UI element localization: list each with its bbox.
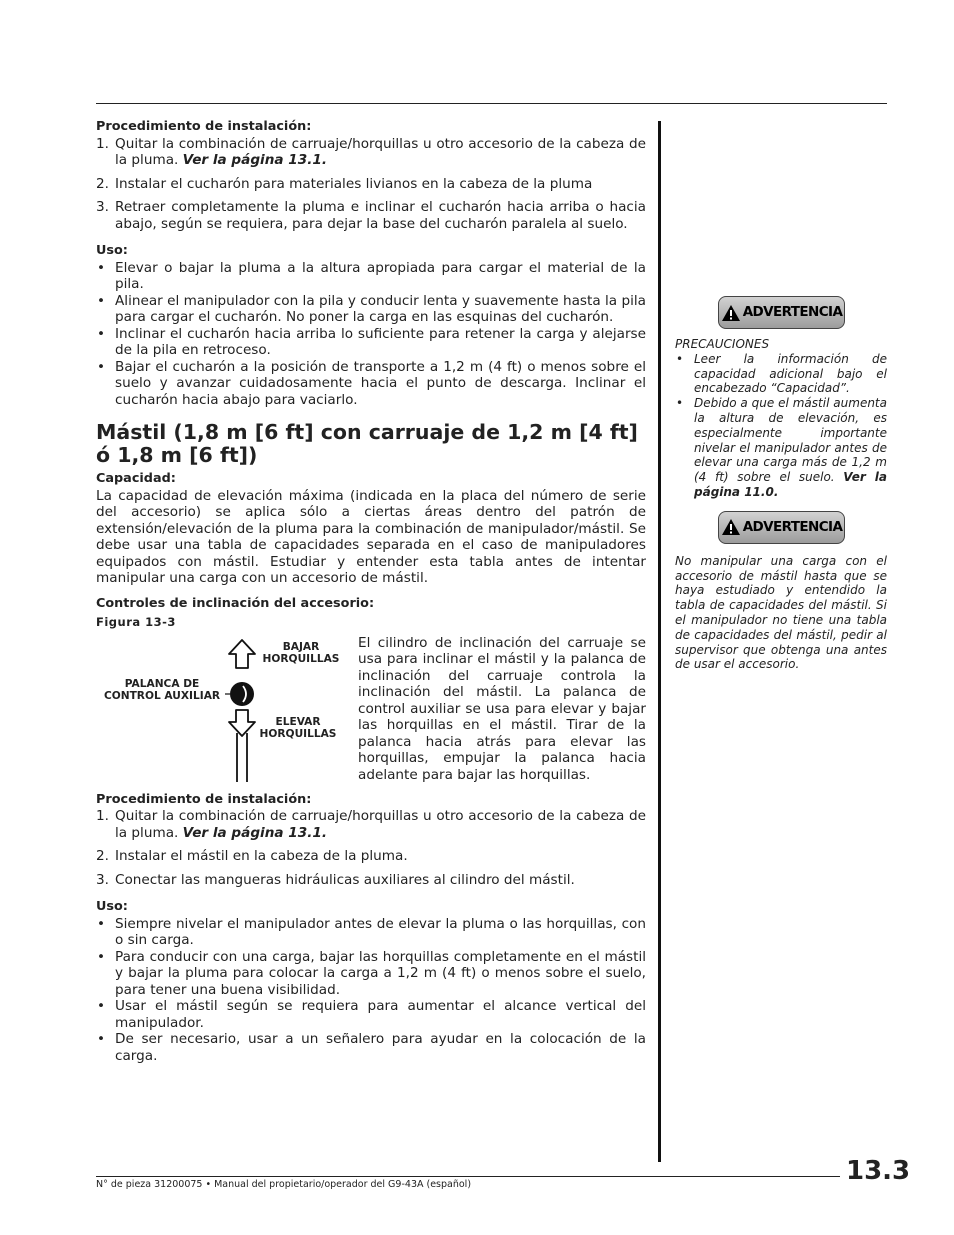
precaution-item: • Debido a que el mástil aumenta la altura de elevación, es especialmente importante nivelar el manipulador antes de elevar una carga más de 1,2 m (4 ft) sobre el suelo. Ver la página 11.0. xyxy=(675,396,887,500)
column-divider xyxy=(658,121,661,1162)
install-step-2-1: 1. Quitar la combinación de carruaje/horquillas u otro accesorio de la cabeza de la pluma. Ver la página 13.1. xyxy=(96,808,646,841)
footer-rule xyxy=(96,1176,840,1177)
install-steps-1 xyxy=(96,136,646,233)
use-list-2 xyxy=(96,916,646,1065)
page-reference: Ver la página 11.0. xyxy=(694,470,887,499)
lever-knob-icon xyxy=(230,682,254,706)
install-step-2-2: 2. Instalar el mástil en la cabeza de la pluma. xyxy=(96,848,408,864)
page-reference: Ver la página 13.1. xyxy=(182,152,328,168)
install-steps-2 xyxy=(96,808,646,888)
install-heading-2: Procedimiento de instalación: xyxy=(96,791,312,807)
main-column xyxy=(96,119,646,1064)
install-step-1-3: 3. Retraer completamente la pluma e inclinar el cucharón hacia arriba o hacia abajo, según se requiera, para dejar la base del cucharón paralela al suelo. xyxy=(96,199,646,232)
use-item: • Alinear el manipulador con la pila y conducir lenta y suavemente hasta la pila para cargar el cucharón. No poner la carga en las esquinas del cucharón. xyxy=(96,293,646,326)
down-arrow-icon xyxy=(229,710,255,736)
warning-badge-2 xyxy=(718,511,845,544)
figure-13-3 xyxy=(96,635,348,783)
warning-text: No manipular una carga con el accesorio de mástil hasta que se haya estudiado y entendido la tabla de capacidades del mástil. Si el manipulador no tiene una tabla de capacidades del mástil, pedir al supervisor que obtenga una antes de usar el accesorio. xyxy=(675,553,887,672)
use-heading-2: Uso: xyxy=(96,899,128,914)
figure-block xyxy=(96,635,646,783)
use-item: • Bajar el cucharón a la posición de transporte a 1,2 m (4 ft) o menos sobre el suelo y avanzar cuidadosamente hacia el punto de descarga. Inclinar el cucharón hacia abajo para vaciarlo. xyxy=(96,359,646,409)
install-step-1-1: 1. Quitar la combinación de carruaje/horquillas u otro accesorio de la cabeza de la pluma. Ver la página 13.1. xyxy=(96,135,646,168)
capacity-heading: Capacidad: xyxy=(96,471,176,486)
warning-triangle-icon xyxy=(721,518,741,536)
install-step-1-2: 2. Instalar el cucharón para materiales livianos en la cabeza de la pluma xyxy=(96,175,593,192)
page-reference: Ver la página 13.1. xyxy=(182,824,328,841)
label-lower-forks: ELEVAR HORQUILLAS xyxy=(259,715,337,740)
use-heading-1: Uso: xyxy=(96,243,128,258)
use-item: • Inclinar el cucharón hacia arriba lo suficiente para retener la carga y alejarse de la pila en retroceso. xyxy=(96,326,646,359)
controls-heading: Controles de inclinación del accesorio: xyxy=(96,595,375,611)
use-item: • Usar el mástil según se requiera para aumentar el alcance vertical del manipulador. xyxy=(96,998,646,1031)
use-item: • Para conducir con una carga, bajar las horquillas completamente en el mástil y bajar la pluma para colocar la carga a 1,2 m (4 ft) o menos sobre el suelo, para tener una buena visibilidad. xyxy=(96,949,646,999)
use-item: • De ser necesario, usar a un señalero para ayudar en la colocación de la carga. xyxy=(96,1031,646,1064)
capacity-text: La capacidad de elevación máxima (indicada en la placa del número de serie del accesorio) se aplica sólo a ciertas áreas dentro del patrón de extensión/elevación de la pluma para la combinación de manipulador/mástil. Se debe usar una tabla de capacidades separada en el caso de manipuladores equipados con mástil. Estudiar y entender esta tabla antes de intentar manipular una carga con un accesorio de mástil. xyxy=(96,487,646,586)
use-item: • Elevar o bajar la pluma a la altura apropiada para cargar el material de la pila. xyxy=(96,260,646,293)
sidebar-column xyxy=(675,296,887,672)
precautions-heading: PRECAUCIONES xyxy=(675,337,770,351)
warning-badge-1 xyxy=(718,296,845,329)
label-aux-lever: PALANCA DE CONTROL AUXILIAR xyxy=(103,677,221,702)
warning-triangle-icon xyxy=(721,304,741,322)
use-list-1 xyxy=(96,260,646,409)
precaution-item: • Leer la información de capacidad adicional bajo el encabezado “Capacidad”. xyxy=(675,352,887,396)
page-number: 13.3 xyxy=(846,1156,911,1186)
install-heading-1: Procedimiento de instalación: xyxy=(96,119,312,134)
label-raise-forks: BAJAR HORQUILLAS xyxy=(262,640,340,665)
warning-label: ADVERTENCIA xyxy=(742,304,843,321)
warning-label: ADVERTENCIA xyxy=(742,518,843,535)
figure-label: Figura 13-3 xyxy=(96,615,176,629)
install-step-2-3: 3. Conectar las mangueras hidráulicas auxiliares al cilindro del mástil. xyxy=(96,871,575,888)
header-rule xyxy=(96,103,887,104)
section-title-mast: Mástil (1,8 m [6 ft] con carruaje de 1,2 m [4 ft] ó 1,8 m [6 ft]) xyxy=(96,420,638,467)
up-arrow-icon xyxy=(229,640,255,668)
figure-description: El cilindro de inclinación del carruaje se usa para inclinar el mástil y la palanca de inclinación del carruaje controla la inclinación del mástil. La palanca de control auxiliar se usa para elevar y bajar las horquillas en el mástil. Tirar de la palanca hacia atrás para elevar las horquillas, empujar la palanca hacia adelante para bajar las horquillas. xyxy=(358,634,646,783)
precautions-list xyxy=(675,352,887,500)
use-item: • Siempre nivelar el manipulador antes de elevar la pluma o las horquillas, con o sin carga. xyxy=(96,916,646,949)
footer-part-number: N° de pieza 31200075 • Manual del propietario/operador del G9-43A (español) xyxy=(96,1179,472,1190)
